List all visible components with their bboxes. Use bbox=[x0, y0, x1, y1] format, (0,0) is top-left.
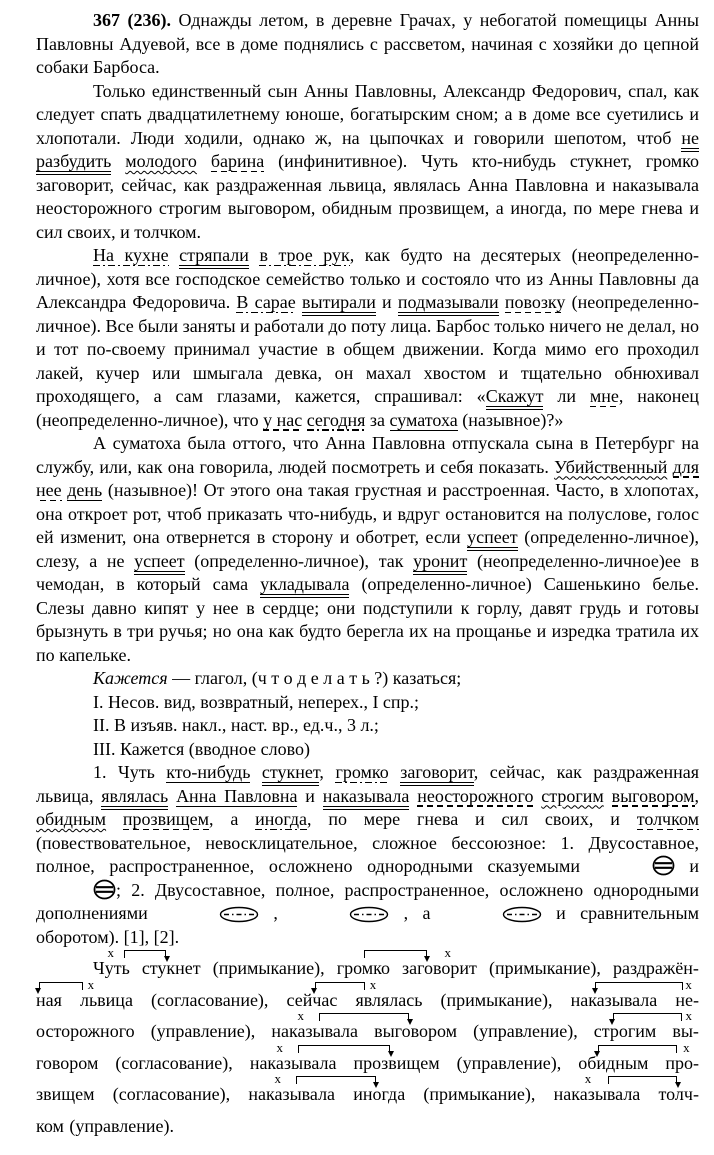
syntax-word: ная bbox=[36, 989, 62, 1010]
text-run: (неопределенно-личное)ее в чемодан, в который сама bbox=[36, 550, 699, 594]
text-run: , а bbox=[389, 903, 445, 923]
text-run bbox=[169, 245, 180, 265]
syntax-word: являлась bbox=[355, 989, 423, 1010]
underlined-word: иногда bbox=[255, 809, 308, 829]
syntax-line bbox=[36, 1039, 699, 1076]
paragraph bbox=[36, 244, 699, 432]
syntax-word: выговором bbox=[374, 1021, 458, 1041]
text-run: ; 2. Двусоставное, полное, распространенное, осложнено однородными дополнениями bbox=[36, 879, 699, 923]
syntax-word: сейчас bbox=[286, 989, 338, 1010]
object-oval-icon bbox=[445, 906, 542, 923]
underlined-word: барина bbox=[210, 151, 265, 171]
paragraph bbox=[36, 714, 699, 738]
syntax-word: громко bbox=[336, 958, 390, 978]
text-run: за bbox=[365, 409, 390, 430]
head-marker-x: х bbox=[87, 976, 95, 992]
syntax-line bbox=[36, 1071, 699, 1107]
syntax-word: осторожного bbox=[36, 1021, 135, 1041]
paragraph bbox=[36, 80, 699, 245]
syntax-word: вы- bbox=[672, 1021, 699, 1041]
underlined-word: заговорит bbox=[400, 762, 474, 786]
text-run: — глагол, (ч т о д е л а т ь ?) казаться; bbox=[167, 668, 462, 688]
text-run: , наконец (неопределенно-личное), что bbox=[36, 386, 699, 430]
text-run: (неопределенно-личное). Все были заняты и работали до поту лица. Барбос только ничего не делал, но и тот по-своему принимал участие в общем движении. Когда мимо его проходил лакей, кучер или шмыгала девка, он махал хвостом и тщательно обнюхивал проходящего, а сам глазами, кажется, спрашивал: « bbox=[36, 292, 699, 406]
syntax-word: Чуть bbox=[93, 958, 130, 978]
predicate-circle-icon bbox=[36, 879, 116, 900]
syntax-word: раздражён- bbox=[612, 958, 699, 978]
syntax-word: (примыкание), bbox=[488, 958, 601, 978]
dependency-arrow bbox=[319, 1013, 409, 1021]
text-run: (назывное)! От этого она такая грустная и расстроенная. Часто, в хлопотах, она откроет рот, чтоб приказать что-нибудь, и вдруг остановится на полуслове, голос ей изменит, она отвернется в сторону и оботрет, если bbox=[36, 480, 700, 547]
predicate-circle-icon bbox=[595, 855, 675, 876]
underlined-word: стукнет bbox=[262, 762, 320, 786]
underlined-word: укладывала bbox=[260, 574, 349, 598]
exercise-number: 367 (236). bbox=[93, 10, 179, 30]
syntax-word: толч- bbox=[658, 1084, 699, 1104]
text-run: и сравнительным оборотом). [1], [2]. bbox=[36, 903, 700, 947]
syntax-word: (управление), bbox=[150, 1021, 256, 1041]
dependency-arrow bbox=[598, 1045, 678, 1053]
syntax-word: (согласование), bbox=[115, 1052, 233, 1073]
head-marker-x: х bbox=[444, 945, 451, 960]
text-run: Однажды летом, в деревне Грачах, у небогатой помещицы Анны Павловны Адуевой, все в доме поднялись с рассветом, начиная с хозяйки до цепной собаки Барбоса. bbox=[36, 10, 699, 77]
head-marker-x: х bbox=[274, 1071, 281, 1086]
underlined-word: толчком bbox=[636, 809, 699, 829]
arrowhead-icon bbox=[388, 1051, 394, 1057]
text-run: (определенно-личное) Сашенькино белье. Слезы давно кипят у нее в сердце; они подступили к горлу, давят грудь и готовы брызнуть в три ручья; но она как будто берегла их на прощанье и изредка тратила их по капельке. bbox=[36, 574, 699, 665]
text-run: Только единственный сын Анны Павловны, Александр Федорович, спал, как следует спать двадцатилетнему юноше, богатырским сном; а в доме все суетились и хлопотали. Люди ходили, однако ж, на цыпочках и говорили шепотом, чтоб bbox=[36, 80, 699, 148]
syntax-word: (управление), bbox=[456, 1052, 562, 1073]
underlined-word: не разбудить bbox=[36, 128, 699, 176]
underlined-word: вытирали bbox=[302, 292, 376, 316]
underlined-word: в трое рук bbox=[259, 245, 350, 265]
syntax-word: (примыкание), bbox=[423, 1084, 536, 1104]
text-run: , bbox=[694, 785, 700, 806]
arrowhead-icon bbox=[594, 1051, 600, 1057]
text-run bbox=[499, 292, 505, 312]
text-run bbox=[249, 245, 260, 265]
paragraph bbox=[36, 691, 699, 715]
syntax-word: говором bbox=[36, 1052, 99, 1073]
underlined-word: повозку bbox=[504, 292, 566, 312]
text-run bbox=[197, 151, 211, 171]
arrowhead-icon bbox=[609, 1019, 615, 1025]
underlined-word: выговором bbox=[611, 785, 695, 806]
underlined-word: На кухне bbox=[93, 245, 169, 265]
underlined-word: у нас bbox=[263, 409, 303, 430]
syntax-word: обидным bbox=[578, 1052, 649, 1073]
underlined-word: строгим bbox=[541, 785, 604, 806]
text-run bbox=[604, 786, 612, 806]
arrowhead-icon bbox=[164, 956, 170, 962]
head-marker-x: х bbox=[685, 1008, 693, 1023]
arrowhead-icon bbox=[424, 956, 430, 962]
text-run bbox=[106, 809, 123, 829]
underlined-word: Скажут bbox=[486, 386, 544, 410]
arrowhead-icon bbox=[675, 1082, 681, 1088]
underlined-word: уронит bbox=[413, 551, 467, 575]
underlined-word: сегодня bbox=[306, 409, 366, 430]
head-marker-x: х bbox=[107, 945, 114, 960]
underlined-word: неосторожного bbox=[417, 785, 534, 806]
dependency-arrow bbox=[595, 982, 683, 990]
syntax-word: не- bbox=[675, 989, 699, 1010]
head-marker-x: х bbox=[369, 976, 377, 992]
underlined-word: суматоха bbox=[389, 409, 458, 430]
syntax-word: наказывала bbox=[271, 1021, 359, 1041]
syntax-word: львица bbox=[79, 989, 133, 1010]
arrowhead-icon bbox=[407, 1019, 413, 1025]
underlined-word: для нее bbox=[36, 456, 700, 500]
head-marker-x: х bbox=[276, 1039, 283, 1055]
syntax-word: наказывала bbox=[248, 1084, 336, 1104]
paragraph bbox=[36, 738, 699, 762]
syntax-line bbox=[36, 1107, 699, 1139]
dependency-arrow bbox=[364, 950, 427, 958]
text-run: , bbox=[319, 762, 336, 782]
paragraph bbox=[36, 9, 699, 80]
underlined-word: громко bbox=[335, 762, 389, 782]
arrowhead-icon bbox=[35, 988, 41, 994]
underlined-word: подмазывали bbox=[398, 292, 499, 316]
text-run: и bbox=[297, 785, 323, 806]
text-run: , а bbox=[209, 809, 256, 829]
underlined-word: В сарае bbox=[236, 292, 296, 312]
syntax-word: прозвищем bbox=[353, 1052, 440, 1073]
text-run: II. В изъяв. накл., наст. вр., ед.ч., 3 л.; bbox=[93, 715, 379, 735]
text-run bbox=[389, 762, 401, 782]
text-run: (инфинитивное). Чуть кто-нибудь стукнет, громко заговорит, сейчас, как раздраженная львица, являлась Анна Павловна и наказывала неосторожного строгим выговором, обидным прозвищем, а иногда, по мере гнева и сил своих, и толчком. bbox=[36, 151, 700, 242]
underlined-word: успеет bbox=[134, 551, 184, 575]
text-run bbox=[168, 786, 176, 806]
text-run: III. Кажется (вводное слово) bbox=[93, 738, 310, 759]
underlined-word: прозвищем bbox=[122, 809, 210, 829]
underlined-word: молодого bbox=[125, 151, 197, 171]
head-marker-x: х bbox=[584, 1071, 592, 1086]
syntax-word: звищем bbox=[36, 1084, 95, 1104]
dependency-arrow bbox=[315, 982, 365, 990]
underlined-word: наказывала bbox=[323, 786, 410, 810]
text-run: , сейчас, как раздраженная львица, bbox=[36, 762, 700, 806]
paragraph bbox=[36, 667, 699, 691]
dependency-arrow bbox=[613, 1013, 683, 1021]
text-run: (определенно-личное), так bbox=[184, 550, 414, 571]
object-oval-icon bbox=[162, 906, 259, 923]
syntax-analysis bbox=[36, 945, 699, 1138]
underlined-word: Убийственный bbox=[554, 456, 668, 477]
underlined-word: стряпали bbox=[179, 245, 249, 269]
syntax-word: (согласование), bbox=[151, 989, 269, 1010]
text-run: , bbox=[259, 903, 293, 923]
underlined-word: день bbox=[67, 480, 103, 500]
syntax-word: заговорит bbox=[402, 958, 477, 978]
syntax-line bbox=[36, 976, 699, 1013]
syntax-word: про- bbox=[665, 1052, 699, 1073]
text-run bbox=[667, 457, 672, 477]
syntax-word: (управление), bbox=[473, 1021, 578, 1041]
dependency-arrow bbox=[39, 982, 83, 990]
text-run: и bbox=[674, 856, 699, 876]
text-run: ли bbox=[543, 386, 590, 406]
syntax-line bbox=[36, 945, 699, 981]
dependency-arrow bbox=[124, 950, 166, 958]
syntax-word: ком bbox=[36, 1115, 64, 1136]
text-run: Кажется bbox=[93, 668, 168, 688]
text-run bbox=[250, 762, 262, 782]
syntax-word: иногда bbox=[353, 1084, 406, 1104]
arrowhead-icon bbox=[373, 1082, 379, 1088]
text-run: А суматоха была оттого, что Анна Павловна отпускала сына в Петербург на службу, или, как она говорила, людей посмотреть и себя показать. bbox=[36, 433, 699, 477]
arrowhead-icon bbox=[311, 988, 317, 994]
syntax-word: (примыкание), bbox=[212, 958, 325, 978]
text-run: , по мере гнева и сил своих, и bbox=[307, 809, 637, 829]
paragraph bbox=[36, 432, 699, 667]
syntax-word: (согласование), bbox=[112, 1084, 231, 1104]
head-marker-x: х bbox=[685, 976, 692, 992]
syntax-word: стукнет bbox=[141, 958, 201, 978]
arrowhead-icon bbox=[592, 988, 598, 994]
underlined-word: обидным bbox=[36, 809, 107, 829]
paragraph bbox=[36, 761, 699, 949]
text-run: , как будто на десятерых (неопределенно-личное), хотя все господское семейство только и состояло что из Анны Павловны да Александра Федоровича. bbox=[36, 245, 700, 312]
text-run: (назывное)?» bbox=[457, 409, 564, 430]
text-run: и bbox=[375, 292, 398, 312]
syntax-word: строгим bbox=[593, 1021, 657, 1041]
head-marker-x: х bbox=[297, 1008, 304, 1023]
head-marker-x: х bbox=[683, 1039, 690, 1055]
underlined-word: являлась bbox=[101, 786, 168, 810]
exercise-body bbox=[36, 9, 699, 949]
text-run: (повествовательное, невосклицательное, сложное бессоюзное: 1. Двусоставное, полное, распространенное, осложнено однородными сказуемыми bbox=[36, 832, 699, 876]
underlined-word: кто-нибудь bbox=[166, 762, 251, 782]
syntax-word: наказывала bbox=[249, 1052, 337, 1073]
text-run: (определенно-личное), слезу, а не bbox=[36, 527, 699, 571]
syntax-word: наказывала bbox=[553, 1084, 641, 1104]
text-run: I. Несов. вид, возвратный, неперех., I спр.; bbox=[93, 691, 420, 712]
syntax-line bbox=[36, 1008, 699, 1044]
object-oval-icon bbox=[292, 906, 389, 923]
syntax-word: (управление). bbox=[69, 1115, 174, 1136]
syntax-word: (примыкание), bbox=[440, 989, 553, 1010]
dependency-arrow bbox=[608, 1076, 677, 1084]
underlined-word: Анна Павловна bbox=[176, 785, 298, 806]
underlined-word: успеет bbox=[467, 527, 517, 551]
text-run bbox=[111, 151, 125, 171]
dependency-arrow bbox=[298, 1045, 391, 1053]
dependency-arrow bbox=[296, 1076, 376, 1084]
text-run: 1. Чуть bbox=[93, 762, 167, 782]
syntax-word: наказывала bbox=[570, 989, 658, 1010]
underlined-word: мне bbox=[589, 386, 619, 406]
